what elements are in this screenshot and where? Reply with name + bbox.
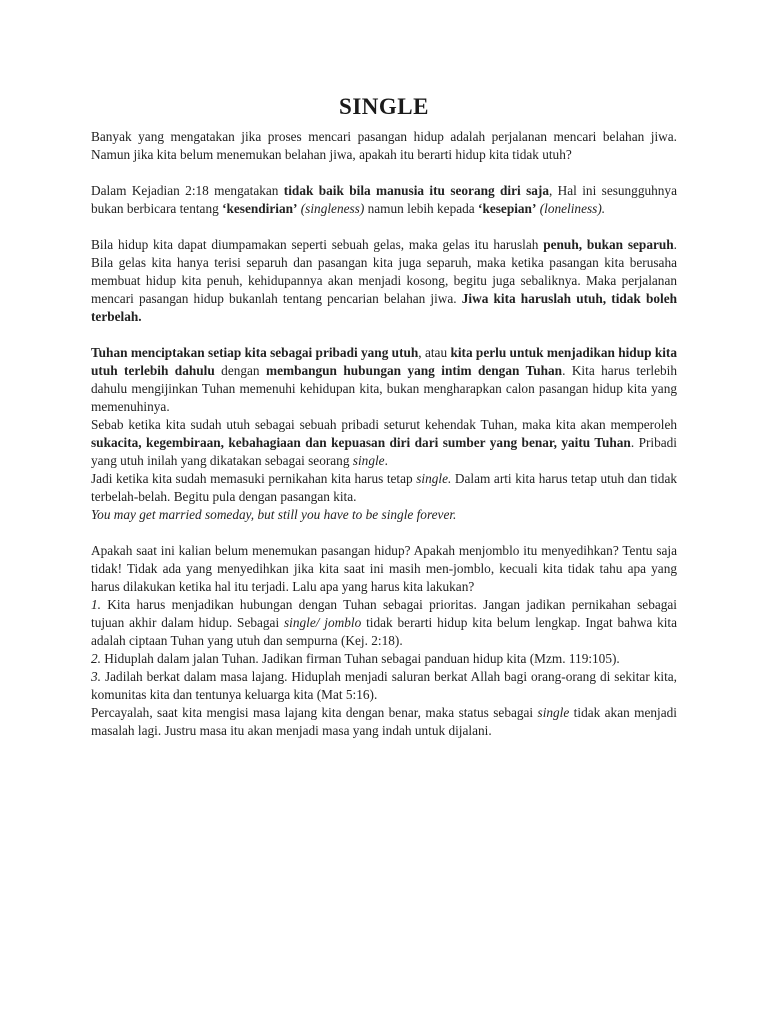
paragraph-gelas — [91, 236, 677, 326]
paragraph-intro: Banyak yang mengatakan jika proses mencari pasangan hidup adalah perjalanan mencari belahan jiwa. Namun jika kita belum menemukan belahan jiwa, apakah itu berarti hidup kita tidak utuh? — [91, 129, 677, 162]
bold-run: kita perlu untuk menjadikan hidup kita utuh terlebih dahulu — [91, 345, 677, 378]
list-number: 3. — [91, 669, 101, 684]
italic-run: (singleness) — [300, 201, 365, 216]
paragraph-gap — [91, 164, 677, 182]
paragraph-gap — [91, 218, 677, 236]
text-run: Dalam arti kita harus tetap utuh dan tidak terbelah-belah. Begitu pula dengan pasangan kita. — [91, 471, 678, 504]
text-run: Kita harus menjadikan hubungan dengan Tuhan sebagai prioritas. Jangan jadikan pernikahan sebagai tujuan akhir dalam hidup. Sebagai — [91, 597, 677, 630]
bold-run: Jiwa kita haruslah utuh, tidak boleh terbelah. — [91, 291, 677, 324]
list-item-1 — [91, 596, 677, 650]
list-item-3 — [91, 668, 677, 704]
italic-run: single — [537, 705, 570, 720]
bold-run: sukacita, kegembiraan, kebahagiaan dan kepuasan diri dari sumber yang benar, yaitu Tuhan — [91, 435, 631, 450]
text-run: . Pribadi yang utuh inilah yang dikatakan sebagai seorang — [91, 435, 677, 468]
text-run: tidak akan menjadi masalah lagi. Justru masa itu akan menjadi masa yang indah untuk dijalani. — [91, 705, 677, 738]
italic-run: (loneliness). — [539, 201, 606, 216]
text-run: Dalam Kejadian 2:18 mengatakan — [91, 183, 284, 198]
text-run: , Hal ini sesungguhnya bukan berbicara tentang — [91, 183, 677, 216]
bold-run: penuh, bukan separuh — [543, 237, 674, 252]
document-body — [91, 128, 677, 740]
paragraph-percayalah — [91, 704, 677, 740]
italic-run: single — [352, 453, 385, 468]
paragraph-sebab — [91, 416, 677, 470]
text-run: . Kita harus terlebih dahulu mengijinkan Tuhan memenuhi kehidupan kita, bukan mengharapkan calon pasangan hidup kita yang memenuhinya. — [91, 363, 678, 414]
text-run: tidak berarti hidup kita belum lengkap. Ingat bahwa kita adalah ciptaan Tuhan yang utuh dan sempurna (Kej. 2:18). — [91, 615, 678, 648]
text-run: Jadilah berkat dalam masa lajang. Hiduplah menjadi saluran berkat Allah bagi orang-orang di sekitar kita, komunitas kita dan tentunya keluarga kita (Mat 5:16). — [91, 669, 677, 702]
paragraph-tuhan — [91, 344, 677, 416]
paragraph-jadi — [91, 470, 677, 506]
bold-run: Tuhan menciptakan setiap kita sebagai pribadi yang utuh — [91, 345, 419, 360]
paragraph-apakah: Apakah saat ini kalian belum menemukan pasangan hidup? Apakah menjomblo itu menyedihkan? Tentu saja tidak! Tidak ada yang menyedihkan jika kita saat ini masih men-jomblo, kecuali kita tidak tahu apa yang harus dilakukan ketika hal itu terjadi. Lalu apa yang harus kita lakukan? — [91, 543, 677, 594]
text-run: . Bila gelas kita hanya terisi separuh dan pasangan kita juga separuh, maka ketika pasangan kita berusaha membuat hidup kita penuh, kehidupannya akan menjadi kosong, begitu juga sebaliknya. Maka perjalanan mencari pasangan hidup bukanlah tentang pencarian belahan jiwa. — [91, 237, 677, 306]
bold-run: ‘kesepian’ — [478, 201, 537, 216]
document-title: SINGLE — [339, 94, 429, 119]
bold-run: tidak baik bila manusia itu seorang diri saja — [283, 183, 549, 198]
list-item-2 — [91, 650, 677, 668]
text-run: , atau — [418, 345, 451, 360]
text-run: dengan — [214, 363, 267, 378]
italic-run: single. — [416, 471, 452, 486]
paragraph-kejadian — [91, 182, 677, 218]
bold-run: ‘kesendirian’ — [222, 201, 298, 216]
text-run: Hiduplah dalam jalan Tuhan. Jadikan firman Tuhan sebagai panduan hidup kita (Mzm. 119:105). — [100, 651, 620, 666]
text-run: Sebab ketika kita sudah utuh sebagai sebuah pribadi seturut kehendak Tuhan, maka kita akan memperoleh — [91, 417, 677, 432]
text-run: . — [384, 453, 388, 468]
paragraph-quote: You may get married someday, but still you have to be single forever. — [91, 507, 457, 522]
italic-run: single/ jomblo — [284, 615, 362, 630]
bold-run: membangun hubungan yang intim dengan Tuhan — [266, 363, 563, 378]
paragraph-gap — [91, 524, 677, 542]
text-run: namun lebih kepada — [364, 201, 479, 216]
text-run: Jadi ketika kita sudah memasuki pernikahan kita harus tetap — [91, 471, 417, 486]
text-run: Percayalah, saat kita mengisi masa lajang kita dengan benar, maka status sebagai — [91, 705, 538, 720]
list-number: 2. — [91, 651, 101, 666]
text-run: Bila hidup kita dapat diumpamakan seperti sebuah gelas, maka gelas itu haruslah — [91, 237, 544, 252]
list-number: 1. — [91, 597, 101, 612]
paragraph-gap — [91, 326, 677, 344]
